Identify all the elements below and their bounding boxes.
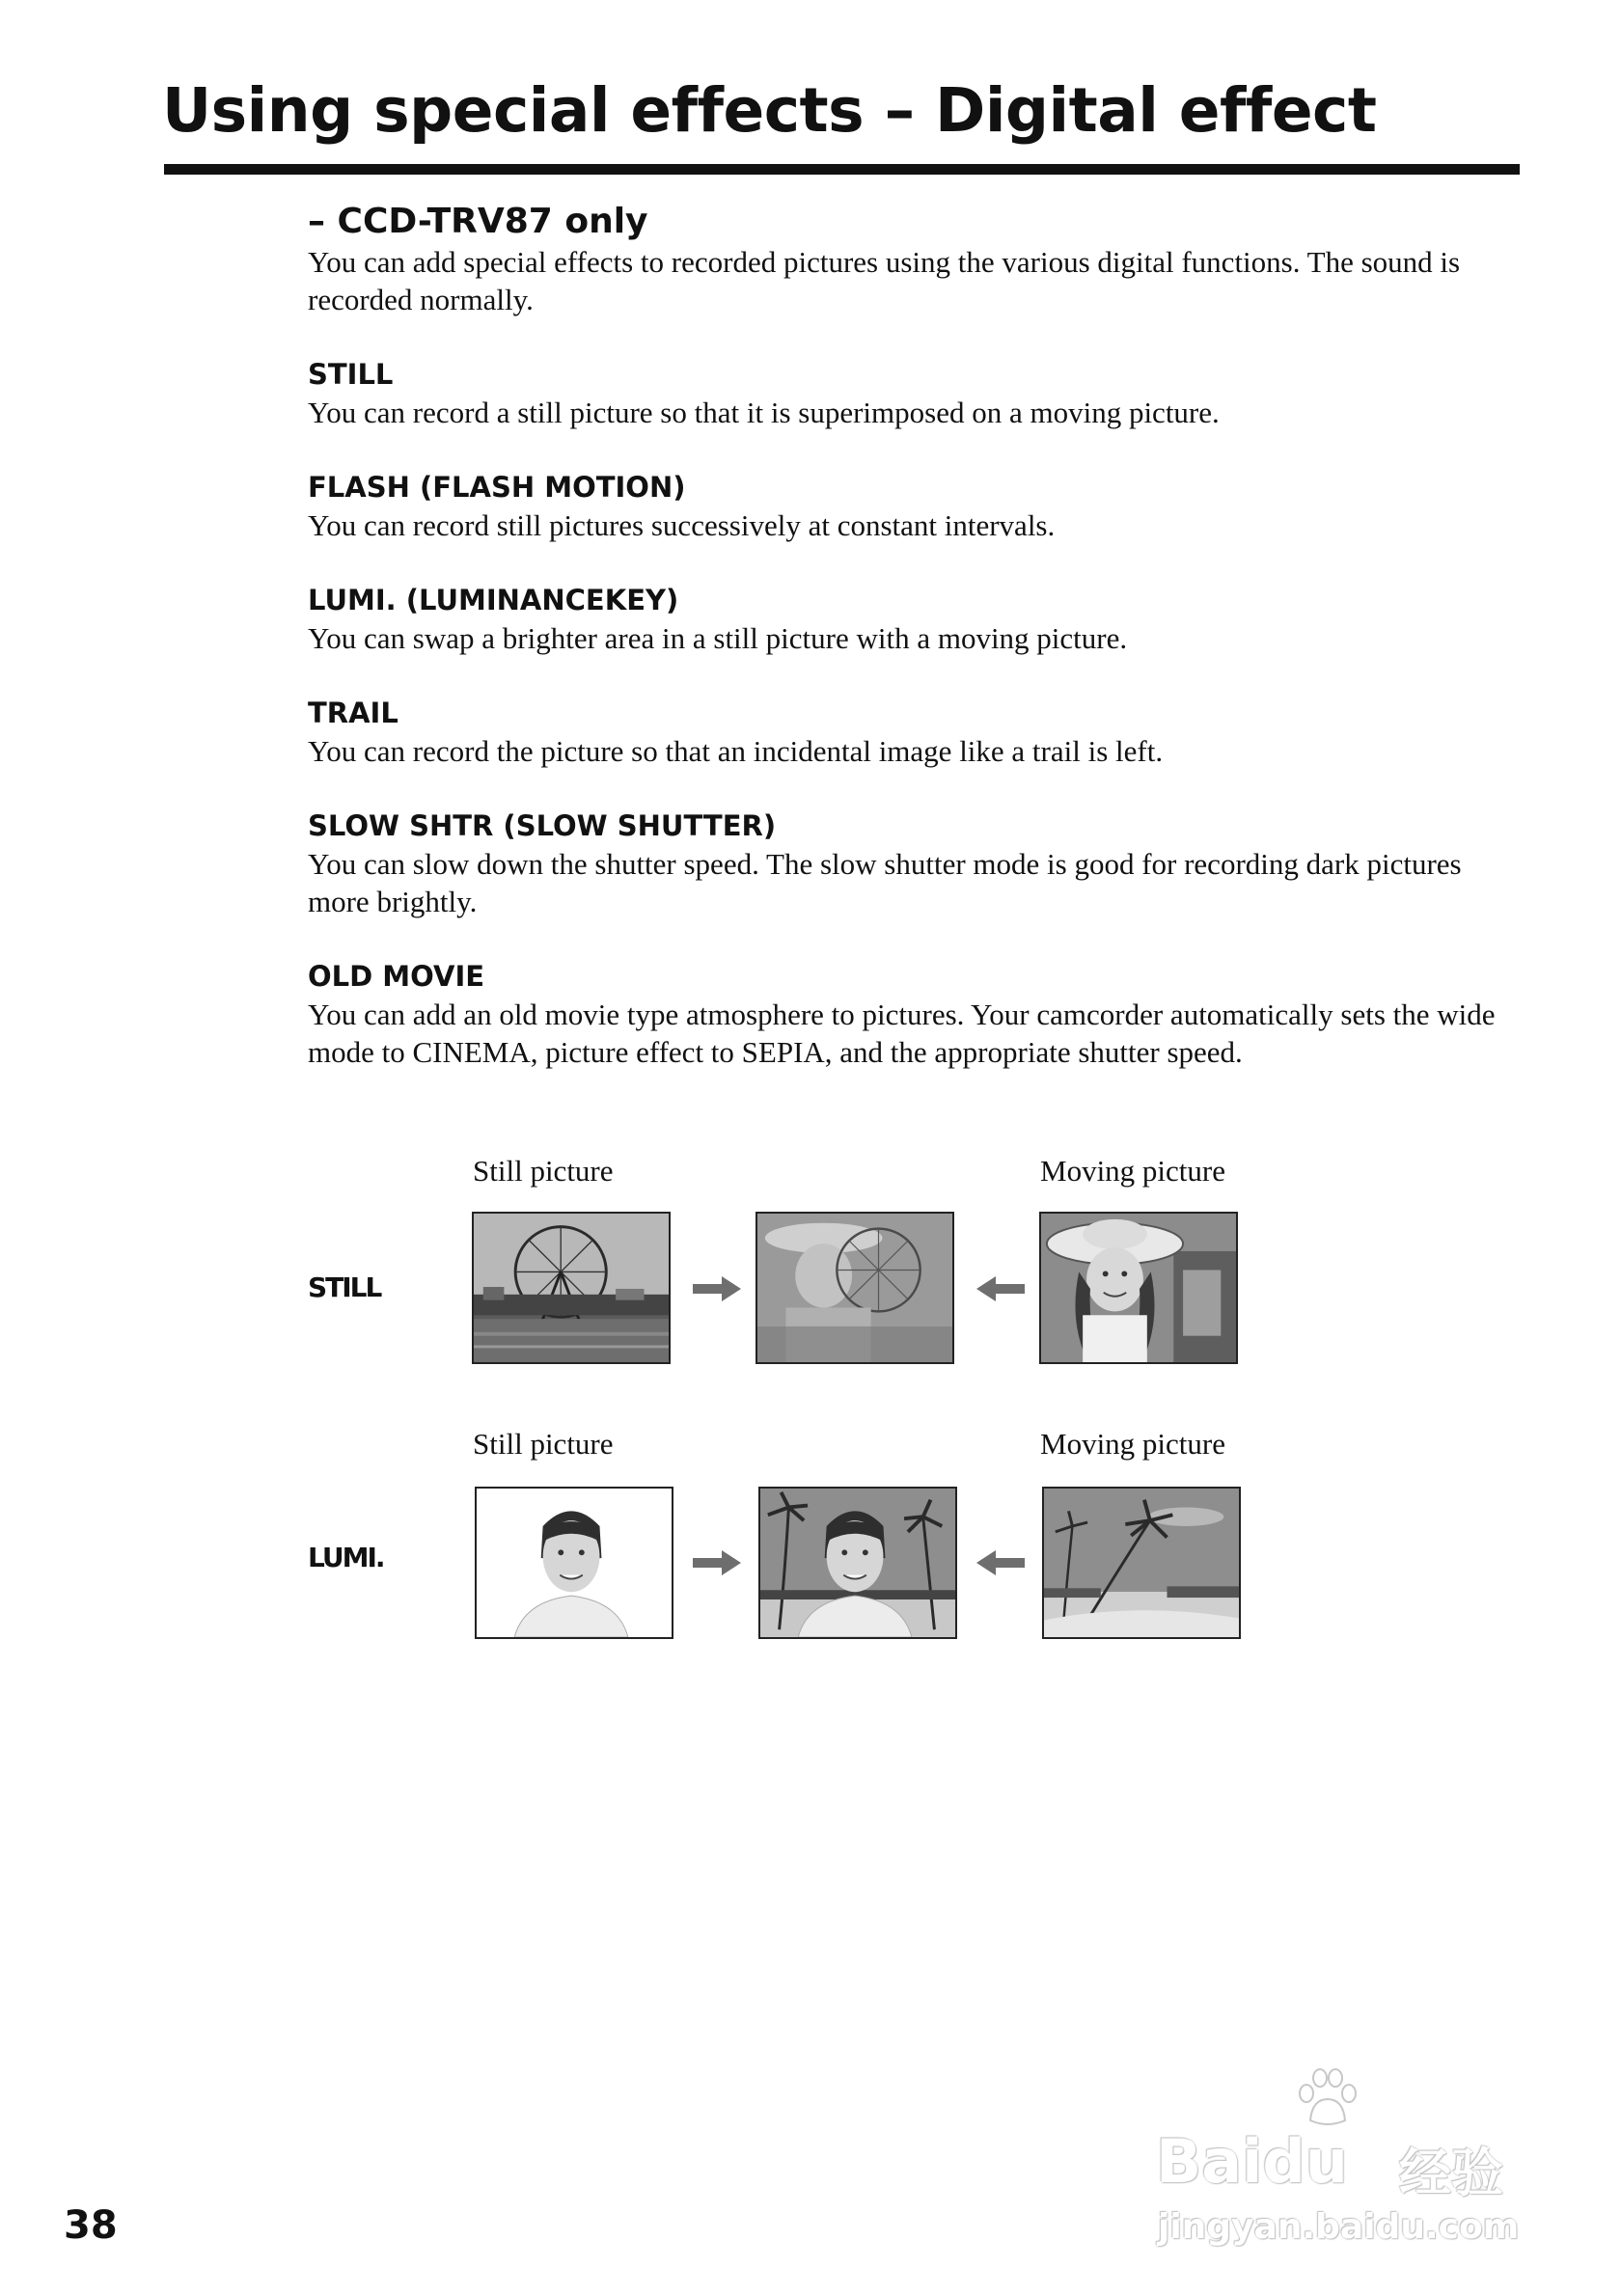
watermark-brand [1156, 2126, 1348, 2197]
watermark-url: jingyan.baidu.com [1158, 2207, 1520, 2247]
section-still [308, 355, 1524, 431]
girl-with-hat-photo [1039, 1212, 1238, 1364]
section-text: You can add an old movie type atmosphere to pictures. Your camcorder automatically sets the wide mode to CINEMA, picture effect to SEPIA, and the appropriate shutter speed. [308, 998, 1496, 1069]
section-heading: FLASH (FLASH MOTION) [308, 471, 686, 504]
still-row-label: STILL [308, 1271, 381, 1303]
still-picture-caption: Still picture [473, 1427, 614, 1461]
ferris-wheel-photo [472, 1212, 671, 1364]
section-lumi [308, 581, 1524, 657]
beach-palms-photo [1042, 1487, 1241, 1639]
moving-picture-caption: Moving picture [1040, 1427, 1225, 1461]
right-arrow-icon [693, 1549, 743, 1576]
section-heading: OLD MOVIE [308, 960, 485, 993]
paw-icon [1293, 2064, 1360, 2132]
still-picture-caption: Still picture [473, 1154, 614, 1188]
page-title: Using special effects – Digital effect [162, 75, 1377, 146]
portrait-on-beach-photo [758, 1487, 957, 1639]
section-text: You can record a still picture so that it is superimposed on a moving picture. [308, 396, 1220, 429]
section-slow-shutter [308, 806, 1524, 920]
portrait-photo [475, 1487, 673, 1639]
section-text: You can slow down the shutter speed. The slow shutter mode is good for recording dark pictures more brightly. [308, 847, 1462, 918]
section-old-movie [308, 957, 1524, 1071]
watermark-brand-du: du [1262, 2126, 1348, 2197]
combined-still-photo [756, 1212, 954, 1364]
page-number: 38 [64, 2203, 118, 2248]
section-heading: SLOW SHTR (SLOW SHUTTER) [308, 809, 777, 842]
section-heading: STILL [308, 358, 394, 391]
watermark-brand-bai: Bai [1156, 2126, 1263, 2197]
left-arrow-icon [975, 1549, 1025, 1576]
section-trail [308, 694, 1524, 770]
section-text: You can record still pictures successively at constant intervals. [308, 508, 1056, 542]
left-arrow-icon [975, 1275, 1025, 1302]
section-text: You can swap a brighter area in a still picture with a moving picture. [308, 621, 1128, 655]
baidu-watermark [1156, 2064, 1542, 2257]
right-arrow-icon [693, 1275, 743, 1302]
section-heading: TRAIL [308, 697, 398, 729]
intro-text: You can add special effects to recorded pictures using the various digital functions. The sound is recorded normally. [308, 245, 1461, 316]
title-rule [164, 164, 1520, 175]
section-heading: LUMI. (LUMINANCEKEY) [308, 584, 679, 616]
section-flash [308, 468, 1524, 544]
watermark-cn-text: 经验 [1399, 2143, 1503, 2203]
moving-picture-caption: Moving picture [1040, 1154, 1225, 1188]
main-content [308, 201, 1524, 1071]
lumi-row-label: LUMI. [308, 1542, 384, 1573]
model-subtitle: – CCD-TRV87 only [308, 202, 648, 241]
section-text: You can record the picture so that an incidental image like a trail is left. [308, 734, 1164, 768]
